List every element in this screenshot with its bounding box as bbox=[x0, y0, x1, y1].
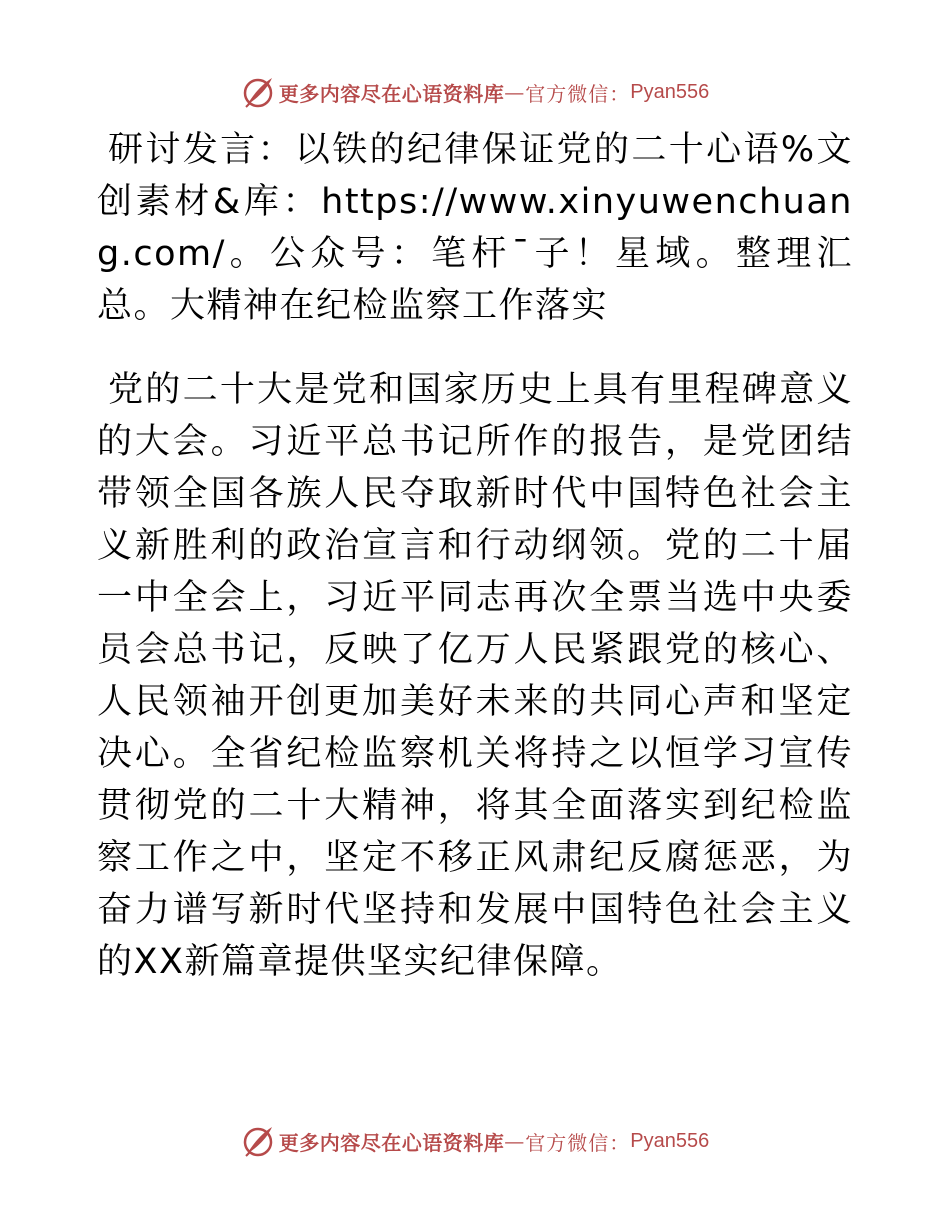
quill-pen-circle-logo-icon bbox=[241, 1124, 275, 1158]
header-banner bbox=[0, 70, 950, 114]
document-body bbox=[97, 124, 853, 988]
document-paragraph: 党的二十大是党和国家历史上具有里程碑意义的大会。习近平总书记所作的报告，是党团结带领全国各族人民夺取新时代中国特色社会主义新胜利的政治宣言和行动纲领。党的二十届一中全会上，习近平同志再次全票当选中央委员会总书记，反映了亿万人民紧跟党的核心、人民领袖开创更加美好未来的共同心声和坚定决心。全省纪检监察机关将持之以恒学习宣传贯彻党的二十大精神，将其全面落实到纪检监察工作之中，坚定不移正风肃纪反腐惩恶，为奋力谱写新时代坚持和发展中国特色社会主义的XX新篇章提供坚实纪律保障。 bbox=[97, 370, 853, 982]
banner-text: 更多内容尽在心语资料库 bbox=[278, 1130, 505, 1155]
banner-wechat-id: Pyan556 bbox=[630, 1129, 710, 1152]
banner-wechat-label: 官方微信： bbox=[525, 1130, 631, 1155]
footer-banner bbox=[0, 1119, 950, 1163]
banner-text: 更多内容尽在心语资料库 bbox=[278, 81, 505, 106]
banner-wechat-id: Pyan556 bbox=[630, 80, 710, 103]
banner-dash: — bbox=[504, 80, 526, 104]
quill-pen-circle-logo-icon bbox=[241, 75, 275, 109]
document-title: 研讨发言：以铁的纪律保证党的二十心语%文创素材&库：https://www.xinyuwenchuang.com/。公众号：笔杆¯子！星域。整理汇总。大精神在纪检监察工作落实 bbox=[97, 130, 853, 326]
banner-dash: — bbox=[504, 1129, 526, 1153]
banner-wechat-label: 官方微信： bbox=[525, 81, 631, 106]
